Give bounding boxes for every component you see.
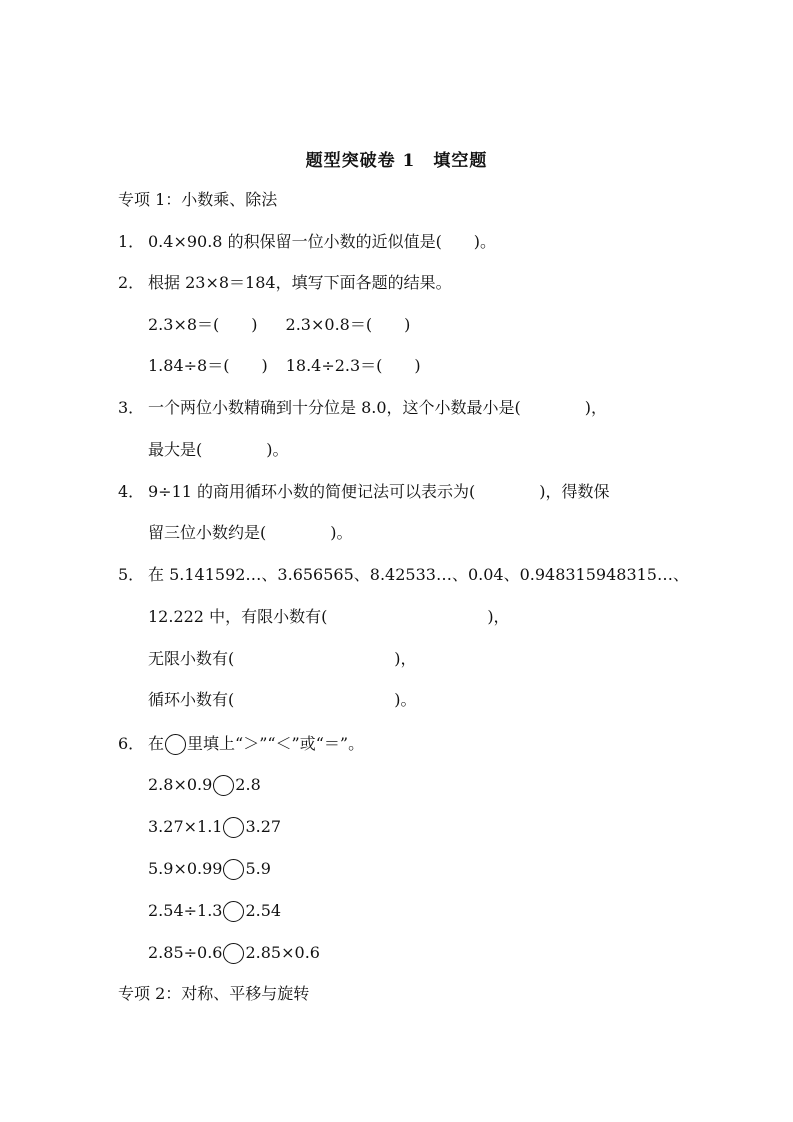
compare-left: 3.27×1.1 — [148, 817, 223, 836]
question-1 — [118, 232, 496, 252]
section-heading-1: 专项 1：小数乘、除法 — [118, 190, 278, 209]
compare-item — [148, 817, 281, 838]
question-4-cont: 留三位小数约是( )。 — [148, 523, 353, 542]
circle-blank-icon[interactable] — [223, 943, 244, 964]
blank-item: 18.4÷2.3＝( ) — [285, 356, 421, 375]
question-text: 里填上“＞”“＜”或“＝”。 — [187, 734, 365, 753]
compare-item — [148, 901, 281, 922]
question-5-cont: 循环小数有( )。 — [148, 690, 417, 709]
compare-right: 5.9 — [245, 859, 271, 878]
question-text: 0.4×90.8 的积保留一位小数的近似值是( )。 — [148, 232, 497, 251]
blank-item: 2.3×8＝( ) — [148, 315, 258, 334]
question-text: 9÷11 的商用循环小数的简便记法可以表示为( )，得数保 — [148, 482, 610, 501]
q2-row-1 — [148, 315, 410, 335]
question-2 — [118, 273, 452, 293]
question-text: 在 5.141592…、3.656565、8.42533…、0.04、0.948315948315…、 — [148, 565, 689, 584]
compare-right: 2.85×0.6 — [245, 943, 320, 962]
question-number: 3． — [118, 398, 145, 417]
question-6 — [118, 734, 364, 755]
question-text: 根据 23×8＝184，填写下面各题的结果。 — [148, 273, 452, 292]
compare-right: 3.27 — [245, 817, 282, 836]
circle-blank-icon[interactable] — [213, 775, 234, 796]
compare-right: 2.8 — [235, 775, 261, 794]
section-heading-2: 专项 2：对称、平移与旋转 — [118, 984, 310, 1003]
page-title: 题型突破卷 1 填空题 — [305, 151, 488, 171]
compare-left: 5.9×0.99 — [148, 859, 223, 878]
question-number: 1． — [118, 232, 145, 251]
question-number: 4． — [118, 482, 145, 501]
circle-blank-icon[interactable] — [223, 859, 244, 880]
blank-item: 1.84÷8＝( ) — [148, 356, 268, 375]
compare-right: 2.54 — [245, 901, 282, 920]
question-3 — [118, 398, 607, 418]
question-3-cont: 最大是( )。 — [148, 440, 289, 459]
question-number: 6． — [118, 734, 145, 753]
question-4 — [118, 482, 610, 502]
question-5-cont: 12.222 中，有限小数有( )， — [148, 607, 510, 626]
blank-item: 2.3×0.8＝( ) — [285, 315, 411, 334]
question-5-cont: 无限小数有( )， — [148, 649, 417, 668]
question-5 — [118, 565, 689, 585]
compare-item — [148, 943, 320, 964]
question-number: 2． — [118, 273, 145, 292]
compare-left: 2.54÷1.3 — [148, 901, 223, 920]
question-text: 一个两位小数精确到十分位是 8.0，这个小数最小是( )， — [148, 398, 608, 417]
question-number: 5． — [118, 565, 145, 584]
circle-blank-icon[interactable] — [223, 901, 244, 922]
compare-left: 2.85÷0.6 — [148, 943, 223, 962]
question-text: 在 — [148, 734, 165, 753]
circle-blank-icon[interactable] — [223, 817, 244, 838]
compare-left: 2.8×0.9 — [148, 775, 213, 794]
compare-item — [148, 775, 261, 796]
compare-item — [148, 859, 271, 880]
circle-blank-icon[interactable] — [165, 734, 186, 755]
q2-row-2 — [148, 356, 421, 376]
